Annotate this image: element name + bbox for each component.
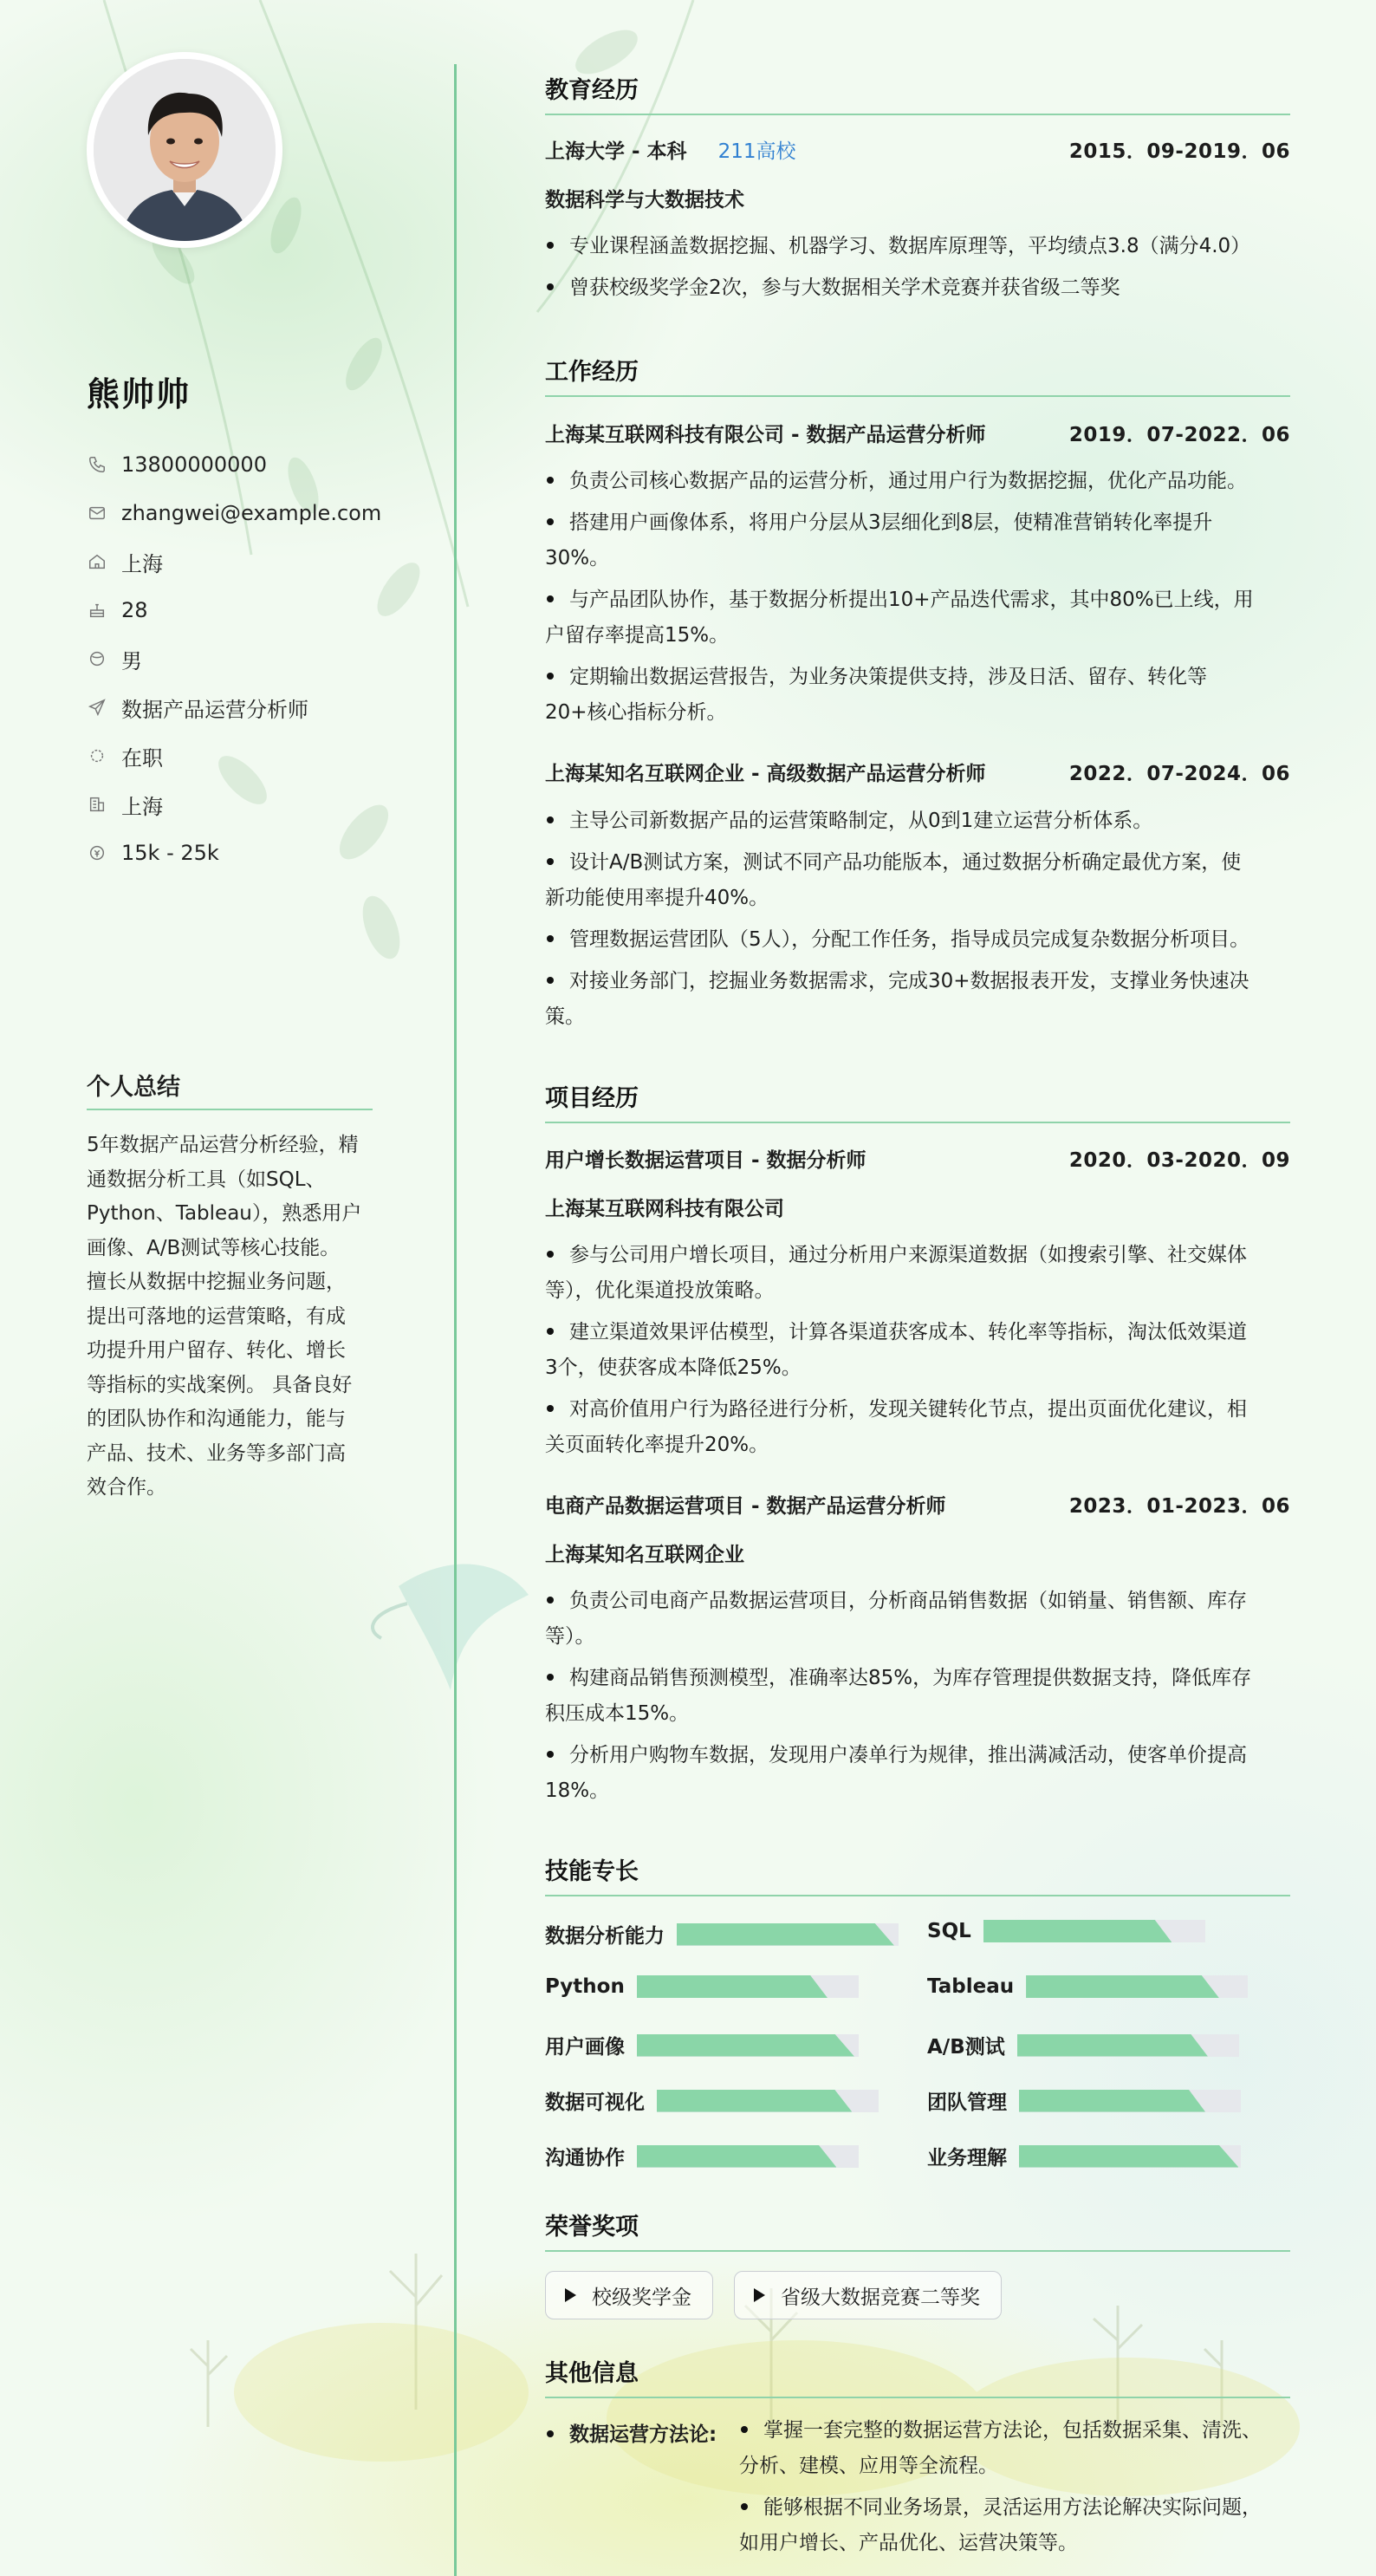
contact-gender-text: 男 xyxy=(121,648,142,673)
other-title: 其他信息 xyxy=(545,2354,1290,2398)
gender-icon xyxy=(87,648,107,669)
work-job-heading: 上海某知名互联网企业 - 高级数据产品运营分析师 xyxy=(545,763,986,785)
skill-bar-fill xyxy=(677,1923,894,1946)
contact-email xyxy=(87,489,381,537)
bullet-item: 定期输出数据运营报告，为业务决策提供支持，涉及日活、留存、转化等 20+核心指标分析。 xyxy=(545,666,1207,724)
mail-icon xyxy=(87,503,107,524)
bullet-item: 主导公司新数据产品的运营策略制定，从0到1建立运营分析体系。 xyxy=(545,803,1290,839)
skill-bar xyxy=(637,2145,859,2168)
education-school-wrap xyxy=(545,135,801,164)
bullet-item: 设计A/B测试方案，测试不同产品功能版本，通过数据分析确定最优方案，使 新功能使用率提升40%。 xyxy=(545,851,1242,909)
candidate-name: 熊帅帅 xyxy=(87,375,191,413)
person-portrait-icon xyxy=(94,59,276,241)
skill-bar-fill xyxy=(657,2090,852,2112)
skill-item xyxy=(545,2031,859,2059)
skill-bar xyxy=(1017,2034,1239,2057)
contact-gender xyxy=(87,634,381,683)
play-triangle-icon xyxy=(754,2288,765,2302)
summary-line: 效合作。 xyxy=(87,1476,166,1499)
education-row xyxy=(545,135,1290,164)
skill-bar-fill xyxy=(983,1920,1172,1942)
summary-line: 擅长从数据中挖掘业务问题， xyxy=(87,1271,346,1293)
other-label: 数据运营方法论: xyxy=(545,2418,717,2447)
summary-line: 提出可落地的运营策略，有成 xyxy=(87,1304,346,1328)
skill-bar xyxy=(983,1920,1205,1942)
skill-bar xyxy=(1026,1975,1248,1998)
play-triangle-icon xyxy=(565,2288,576,2302)
skill-name: 沟通协作 xyxy=(545,2147,625,2169)
skill-bar-fill xyxy=(1019,2145,1238,2168)
bullet-item: 专业课程涵盖数据挖掘、机器学习、数据库原理等，平均绩点3.8（满分4.0） xyxy=(545,229,1290,264)
building-icon xyxy=(87,794,107,815)
summary-line: Python、Tableau），熟悉用户 xyxy=(87,1202,362,1225)
skill-name: 团队管理 xyxy=(927,2091,1007,2114)
contact-status xyxy=(87,732,381,780)
summary-line: 功提升用户留存、转化、增长 xyxy=(87,1339,346,1362)
phone-icon xyxy=(87,454,107,475)
bullet-item: 参与公司用户增长项目，通过分析用户来源渠道数据（如搜索引擎、社交媒体 等），优化渠道投放策略。 xyxy=(545,1244,1247,1302)
skill-bar-fill xyxy=(637,1975,828,1998)
bullet-item: 管理数据运营团队（5人），分配工作任务，指导成员完成复杂数据分析项目。 xyxy=(545,922,1290,958)
skill-item xyxy=(927,2142,1241,2170)
skill-item xyxy=(927,1975,1248,1998)
contact-location-text: 上海 xyxy=(121,551,163,576)
work-job-bullets xyxy=(545,464,1290,737)
summary-line: 通数据分析工具（如SQL、 xyxy=(87,1168,326,1191)
contact-age xyxy=(87,586,381,634)
bullet-item: 负责公司电商产品数据运营项目，分析商品销售数据（如销量、销售额、库存 等）。 xyxy=(545,1590,1247,1648)
education-title: 教育经历 xyxy=(545,71,1290,115)
skill-item xyxy=(927,2031,1239,2059)
honor-label: 校级奖学金 xyxy=(592,2286,691,2309)
contact-list xyxy=(87,440,381,877)
skill-bar xyxy=(1019,2145,1241,2168)
bullet-item: 负责公司核心数据产品的运营分析，通过用户行为数据挖掘，优化产品功能。 xyxy=(545,464,1290,499)
contact-work-city-text: 上海 xyxy=(121,794,163,819)
honor-badge xyxy=(734,2271,1002,2319)
summary-line: 5年数据产品运营分析经验，精 xyxy=(87,1134,359,1156)
skill-bar-fill xyxy=(1026,1975,1219,1998)
education-bullets xyxy=(545,229,1290,312)
contact-position xyxy=(87,683,381,732)
skill-item xyxy=(545,2142,859,2170)
skill-bar-fill xyxy=(1019,2090,1205,2112)
education-major: 数据科学与大数据技术 xyxy=(545,189,744,211)
skill-item xyxy=(927,1920,1205,1942)
bullet-item: 与产品团队协作，基于数据分析提出10+产品迭代需求，其中80%已上线，用 户留存率提高15%。 xyxy=(545,589,1254,647)
project-company: 上海某知名互联网企业 xyxy=(545,1544,744,1566)
skill-name: 业务理解 xyxy=(927,2147,1007,2169)
bullet-item: 能够根据不同业务场景，灵活运用方法论解决实际问题， 如用户增长、产品优化、运营决策等。 xyxy=(739,2496,1262,2554)
skill-bar-fill xyxy=(1017,2034,1208,2057)
contact-work-city xyxy=(87,780,381,829)
project-bullets xyxy=(545,1584,1290,1815)
contact-phone xyxy=(87,440,381,489)
left-column xyxy=(0,0,455,2576)
skill-item xyxy=(927,2086,1241,2115)
contact-salary-text: 15k - 25k xyxy=(121,841,219,865)
honors-title: 荣誉奖项 xyxy=(545,2208,1290,2252)
skill-bar-fill xyxy=(637,2145,836,2168)
other-bullets xyxy=(739,2413,1294,2567)
contact-status-text: 在职 xyxy=(121,745,163,771)
skill-name: 数据可视化 xyxy=(545,2091,645,2114)
honor-badge xyxy=(545,2271,713,2319)
work-job-row xyxy=(545,419,1290,447)
project-row xyxy=(545,1144,1290,1173)
skill-name: SQL xyxy=(927,1920,971,1942)
bullet-item: 对接业务部门，挖掘业务数据需求，完成30+数据报表开发，支撑业务快速决 策。 xyxy=(545,970,1249,1028)
work-job-date: 2019．07-2022．06 xyxy=(1068,424,1290,446)
skill-bar xyxy=(637,2034,859,2057)
skill-item xyxy=(545,1920,899,1948)
project-row xyxy=(545,1490,1290,1519)
project-company: 上海某互联网科技有限公司 xyxy=(545,1198,784,1220)
skill-name: A/B测试 xyxy=(927,2036,1005,2059)
skill-bar xyxy=(1019,2090,1241,2112)
education-date: 2015．09-2019．06 xyxy=(1068,140,1290,163)
skills-title: 技能专长 xyxy=(545,1852,1290,1896)
home-icon xyxy=(87,551,107,572)
avatar-image xyxy=(94,59,276,241)
skill-item xyxy=(545,2086,879,2115)
bullet-item: 对高价值用户行为路径进行分析，发现关键转化节点，提出页面优化建议，相 关页面转化率提升20%。 xyxy=(545,1398,1247,1456)
column-divider xyxy=(454,64,457,2576)
honor-label: 省级大数据竞赛二等奖 xyxy=(781,2286,980,2309)
projects-title: 项目经历 xyxy=(545,1079,1290,1123)
contact-position-text: 数据产品运营分析师 xyxy=(121,697,308,722)
skill-item xyxy=(545,1975,859,1998)
project-heading: 电商产品数据运营项目 - 数据产品运营分析师 xyxy=(545,1495,946,1518)
contact-phone-text: 13800000000 xyxy=(121,452,267,477)
skill-bar xyxy=(657,2090,879,2112)
project-heading: 用户增长数据运营项目 - 数据分析师 xyxy=(545,1149,866,1172)
skill-name: 用户画像 xyxy=(545,2036,625,2059)
contact-salary xyxy=(87,829,381,877)
summary-line: 等指标的实战案例。 具备良好 xyxy=(87,1373,353,1396)
work-title: 工作经历 xyxy=(545,353,1290,397)
status-icon xyxy=(87,745,107,766)
summary-line: 的团队协作和沟通能力，能与 xyxy=(87,1408,346,1430)
skill-name: Python xyxy=(545,1975,625,1998)
bullet-item: 构建商品销售预测模型，准确率达85%，为库存管理提供数据支持，降低库存 积压成本15%。 xyxy=(545,1667,1252,1725)
contact-location xyxy=(87,537,381,586)
avatar xyxy=(87,52,282,248)
summary-line: 画像、A/B测试等核心技能。 xyxy=(87,1236,341,1259)
skill-bar-fill xyxy=(637,2034,854,2057)
contact-email-text: zhangwei@example.com xyxy=(121,501,382,525)
summary-line: 产品、技术、业务等多部门高 xyxy=(87,1441,346,1465)
bullet-item: 分析用户购物车数据，发现用户凑单行为规律，推出满减活动，使客单价提高 18%。 xyxy=(545,1744,1247,1802)
cake-icon xyxy=(87,600,107,621)
bullet-item: 搭建用户画像体系，将用户分层从3层细化到8层，使精准营销转化率提升 30%。 xyxy=(545,511,1213,569)
summary-title: 个人总结 xyxy=(87,1068,373,1110)
bullet-item: 曾获校级奖学金2次，参与大数据相关学术竞赛并获省级二等奖 xyxy=(545,270,1290,306)
skill-name: Tableau xyxy=(927,1975,1015,1998)
project-date: 2020．03-2020．09 xyxy=(1068,1149,1290,1172)
project-bullets xyxy=(545,1238,1290,1469)
work-job-row xyxy=(545,758,1290,786)
summary-text xyxy=(87,1129,377,1506)
skill-name: 数据分析能力 xyxy=(545,1925,665,1948)
education-school: 上海大学 - 本科 xyxy=(545,140,687,163)
work-job-heading: 上海某互联网科技有限公司 - 数据产品运营分析师 xyxy=(545,424,986,446)
send-icon xyxy=(87,697,107,718)
salary-icon xyxy=(87,842,107,863)
skill-bar xyxy=(637,1975,859,1998)
work-job-date: 2022．07-2024．06 xyxy=(1068,763,1290,785)
project-date: 2023．01-2023．06 xyxy=(1068,1495,1290,1518)
contact-age-text: 28 xyxy=(121,598,148,622)
bullet-item: 掌握一套完整的数据运营方法论，包括数据采集、清洗、 分析、建模、应用等全流程。 xyxy=(739,2419,1262,2477)
education-tag: 211高校 xyxy=(717,140,796,163)
skill-bar xyxy=(677,1923,899,1946)
bullet-item: 建立渠道效果评估模型，计算各渠道获客成本、转化率等指标，淘汰低效渠道 3个，使获客成本降低25%。 xyxy=(545,1321,1247,1379)
work-job-bullets xyxy=(545,803,1290,1041)
